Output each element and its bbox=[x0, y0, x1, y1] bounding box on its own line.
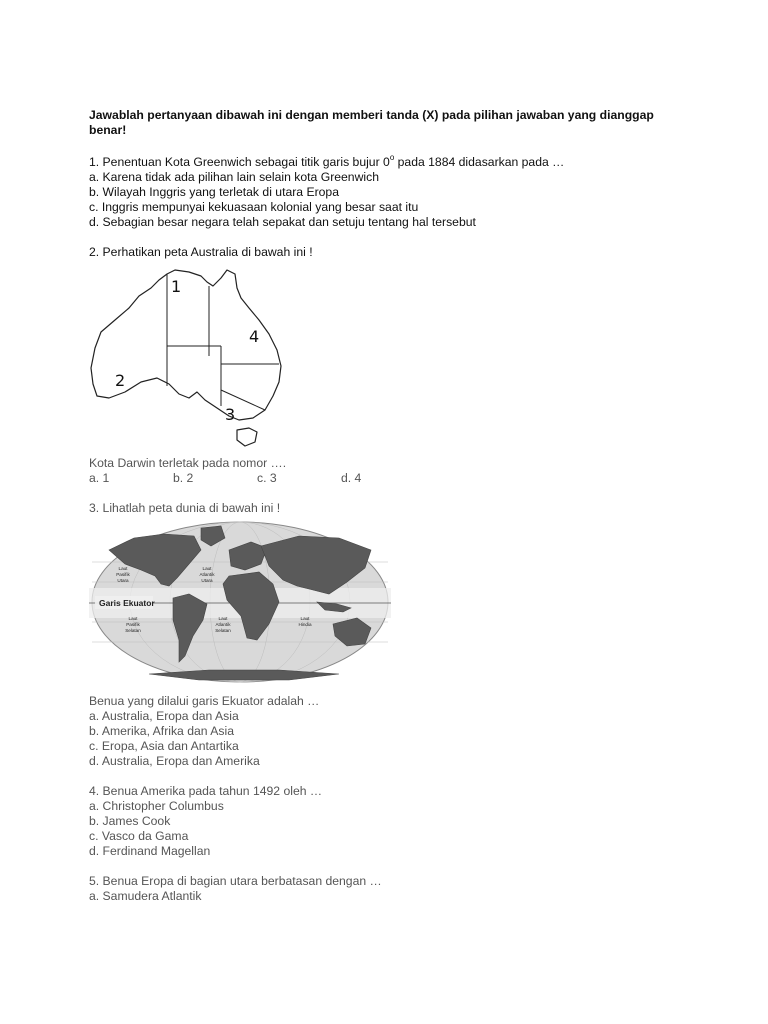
pac-south-label-2: Pasifik bbox=[126, 622, 140, 627]
q1-option-c[interactable]: c. Inggris mempunyai kekuasaan kolonial yang besar saat itu bbox=[89, 200, 419, 214]
pac-north-label-2: Pasifik bbox=[116, 572, 130, 577]
q2-option-a[interactable]: a. 1 bbox=[89, 471, 110, 485]
q1-text-after: pada 1884 didasarkan pada … bbox=[394, 155, 565, 169]
map-number-1: 1 bbox=[171, 277, 182, 296]
q2-options bbox=[89, 471, 689, 486]
q4-option-a[interactable]: a. Christopher Columbus bbox=[89, 799, 224, 813]
pac-south-label-3: Selatan bbox=[125, 628, 141, 633]
world-map bbox=[89, 520, 391, 684]
atl-north-label-1: Laut bbox=[202, 566, 212, 571]
instruction: Jawablah pertanyaan dibawah ini dengan memberi tanda (X) pada pilihan jawaban yang dianggap benar! bbox=[89, 108, 654, 137]
map-number-3: 3 bbox=[225, 405, 236, 424]
atl-north-label-2: Atlantik bbox=[199, 572, 215, 577]
q3-option-b[interactable]: b. Amerika, Afrika dan Asia bbox=[89, 724, 234, 738]
question-3: 3. Lihatlah peta dunia di bawah ini ! bbox=[89, 501, 281, 515]
equator-label: Garis Ekuator bbox=[99, 598, 155, 608]
degree-sup: o bbox=[389, 152, 395, 162]
pac-north-label-1: Laut bbox=[118, 566, 128, 571]
atl-south-label-2: Atlantik bbox=[215, 622, 231, 627]
q3-subquestion: Benua yang dilalui garis Ekuator adalah … bbox=[89, 694, 320, 708]
question-5: 5. Benua Eropa di bagian utara berbatasan dengan … bbox=[89, 874, 382, 888]
q5-option-a[interactable]: a. Samudera Atlantik bbox=[89, 889, 202, 903]
question-4: 4. Benua Amerika pada tahun 1492 oleh … bbox=[89, 784, 323, 798]
q4-option-b[interactable]: b. James Cook bbox=[89, 814, 171, 828]
q1-text-before: 1. Penentuan Kota Greenwich sebagai titik garis bujur 0 bbox=[89, 155, 390, 169]
q3-option-d[interactable]: d. Australia, Eropa dan Amerika bbox=[89, 754, 260, 768]
tasmania bbox=[237, 428, 257, 446]
q2-option-d[interactable]: d. 4 bbox=[341, 471, 362, 485]
q2-option-c[interactable]: c. 3 bbox=[257, 471, 277, 485]
question-2: 2. Perhatikan peta Australia di bawah ini ! bbox=[89, 245, 313, 259]
q3-option-a[interactable]: a. Australia, Eropa dan Asia bbox=[89, 709, 239, 723]
map-number-2: 2 bbox=[115, 371, 126, 390]
indian-label-2: Hindia bbox=[298, 622, 312, 627]
q2-subquestion: Kota Darwin terletak pada nomor …. bbox=[89, 456, 287, 470]
map-number-4: 4 bbox=[249, 327, 260, 346]
pac-north-label-3: Utara bbox=[117, 578, 129, 583]
q4-option-c[interactable]: c. Vasco da Gama bbox=[89, 829, 189, 843]
worksheet bbox=[89, 108, 689, 904]
q1-option-b[interactable]: b. Wilayah Inggris yang terletak di utara Eropa bbox=[89, 185, 339, 199]
australia-map bbox=[89, 268, 289, 448]
question-1 bbox=[89, 152, 689, 170]
q3-option-c[interactable]: c. Eropa, Asia dan Antartika bbox=[89, 739, 239, 753]
atl-south-label-1: Laut bbox=[218, 616, 228, 621]
atl-north-label-3: Utara bbox=[201, 578, 213, 583]
q1-option-a[interactable]: a. Karena tidak ada pilihan lain selain kota Greenwich bbox=[89, 170, 379, 184]
q1-option-d[interactable]: d. Sebagian besar negara telah sepakat dan setuju tentang hal tersebut bbox=[89, 215, 476, 229]
atl-south-label-3: Selatan bbox=[215, 628, 231, 633]
q2-option-b[interactable]: b. 2 bbox=[173, 471, 194, 485]
pac-south-label-1: Laut bbox=[128, 616, 138, 621]
q4-option-d[interactable]: d. Ferdinand Magellan bbox=[89, 844, 211, 858]
indian-label-1: Laut bbox=[300, 616, 310, 621]
